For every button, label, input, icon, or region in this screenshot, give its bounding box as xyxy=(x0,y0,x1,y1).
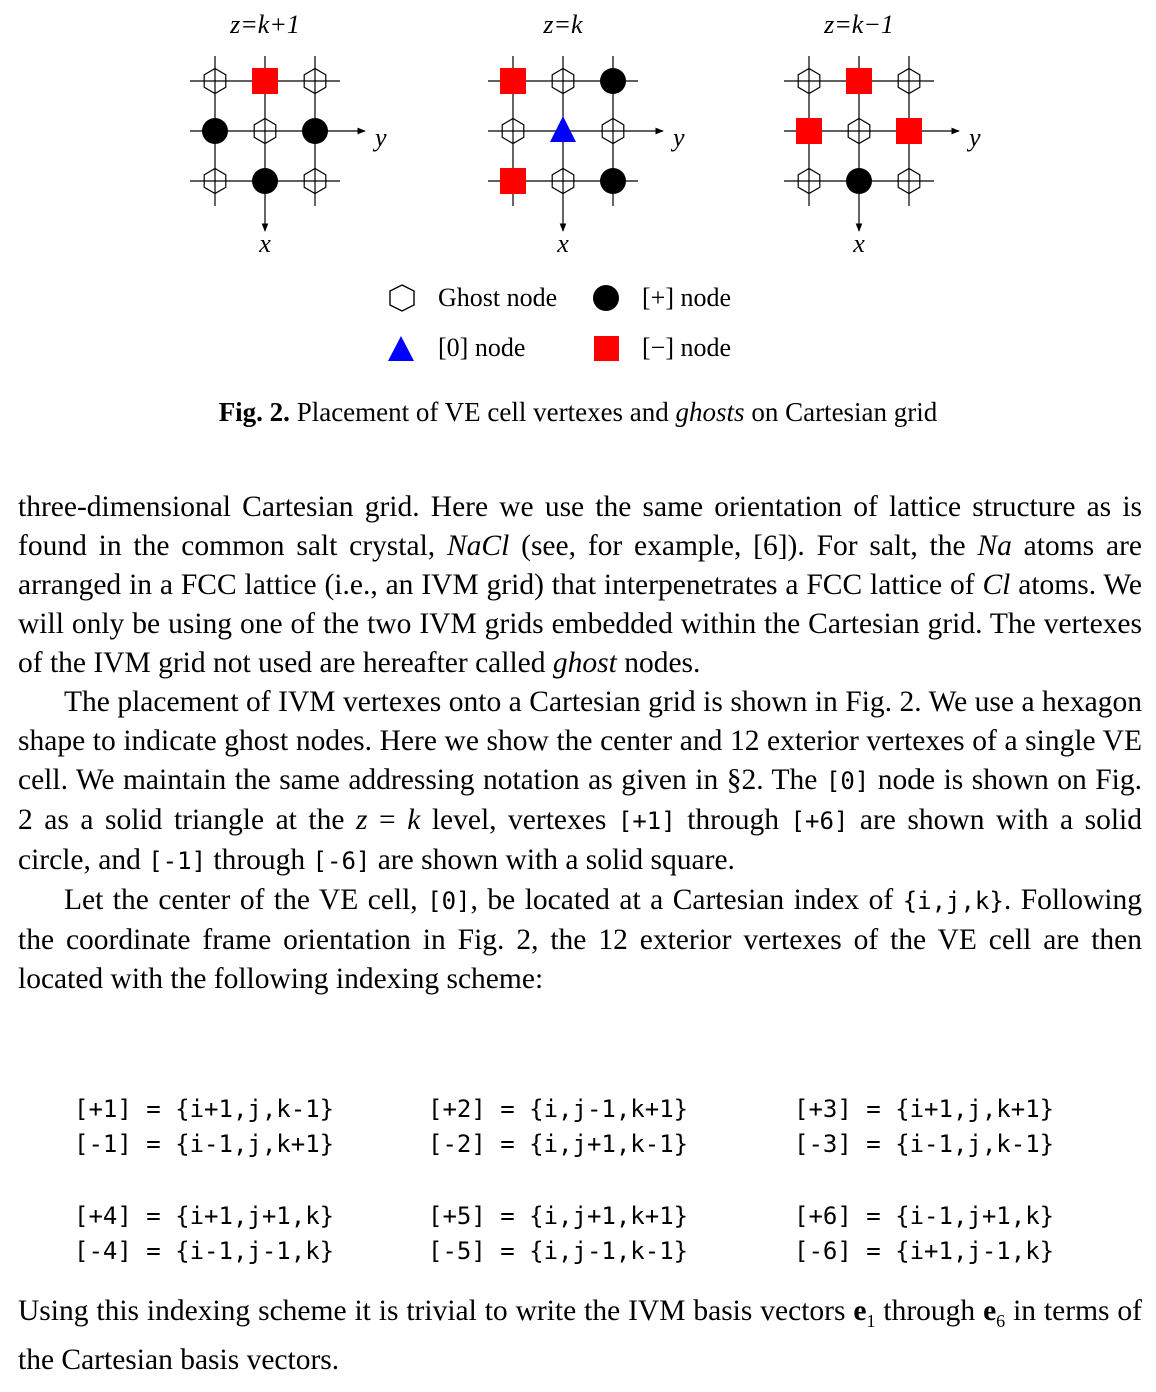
ghost-node xyxy=(898,169,920,194)
p4-subscript: 1 xyxy=(866,1310,876,1331)
y-axis-label: y xyxy=(969,123,981,152)
index-entry: [+1] = {i+1,j,k-1} xyxy=(74,1095,335,1123)
ghost-node xyxy=(204,69,226,94)
plus-node xyxy=(302,118,328,144)
p1-text: atoms are arranged in a FCC lattice (i.e., an IVM grid) that interpenetrates a FCC lattice of xyxy=(18,530,1142,601)
ghost-node xyxy=(798,169,820,194)
x-axis-label: x xyxy=(557,229,569,258)
caption-text-after: on Cartesian grid xyxy=(744,397,938,427)
p2-text: are shown with a solid circle, and xyxy=(18,804,1142,876)
p3-code: [0] xyxy=(427,887,471,915)
p2-code: [-6] xyxy=(312,847,371,875)
index-entry: [-6] = {i+1,j-1,k} xyxy=(794,1237,1055,1265)
p4-text: in terms of the Cartesian basis vectors. xyxy=(18,1295,1142,1376)
p1-italic-cl: Cl xyxy=(982,569,1011,601)
figure-caption xyxy=(0,394,1156,430)
p4-text: through xyxy=(875,1295,984,1327)
index-entry: [+5] = {i,j+1,k+1} xyxy=(428,1202,689,1230)
legend-minus-icon xyxy=(594,336,619,361)
p2-code: [+1] xyxy=(617,807,676,835)
index-entry: [-5] = {i,j-1,k-1} xyxy=(428,1237,689,1265)
p2-text: through xyxy=(675,804,791,836)
p1-text: atoms. We will only be using one of the two IVM grids embedded within the Cartesian grid. The vertexes of the IVM grid not used are hereafter called xyxy=(18,569,1142,679)
p4-vector-e6: e xyxy=(983,1295,997,1327)
p4-vector-e1: e xyxy=(853,1295,867,1327)
p2-text: The placement of IVM vertexes onto a Cartesian grid is shown in Fig. 2. We use a hexagon shape to indicate ghost nodes. Here we show the center and 12 exterior vertexes of a single VE cell. We maintain the same addressing notation as given in §2. The xyxy=(18,686,1142,796)
ghost-node xyxy=(304,169,326,194)
ghost-node xyxy=(552,69,574,94)
ghost-node xyxy=(204,169,226,194)
ghost-node xyxy=(898,69,920,94)
p3-code: {i,j,k} xyxy=(902,887,1004,915)
minus-node xyxy=(500,168,526,194)
p1-text: (see, for example, [6]). For salt, the xyxy=(509,530,978,562)
p2-math-k: k xyxy=(407,804,421,836)
p2-math-z: z xyxy=(355,804,368,836)
paragraph-3 xyxy=(18,881,1142,999)
paragraph-2 xyxy=(18,683,1142,881)
p4-text: Using this indexing scheme it is trivial to write the IVM basis vectors xyxy=(18,1295,854,1327)
p3-text: . Following the coordinate frame orientation in Fig. 2, the 12 exterior vertexes of the VE cell are then located with the following indexing scheme: xyxy=(18,884,1143,995)
p1-italic-na: Na xyxy=(977,530,1012,562)
ghost-node xyxy=(254,119,276,144)
p1-text: three-dimensional Cartesian grid. Here we use the same orientation of lattice structure as is found in the common salt crystal, xyxy=(18,491,1142,562)
index-entry: [+3] = {i+1,j,k+1} xyxy=(794,1095,1055,1123)
p2-code: [-1] xyxy=(148,847,207,875)
minus-node xyxy=(846,68,872,94)
index-entry: [+4] = {i+1,j+1,k} xyxy=(74,1202,335,1230)
p1-text: nodes. xyxy=(616,647,701,679)
legend-ghost-icon xyxy=(390,285,414,311)
ghost-node xyxy=(848,119,870,144)
plus-node xyxy=(600,168,626,194)
index-entry: [+6] = {i-1,j+1,k} xyxy=(794,1202,1055,1230)
ghost-node xyxy=(502,119,524,144)
legend-plus-label: [+] node xyxy=(642,283,732,312)
y-axis-label: y xyxy=(673,123,685,152)
plus-node xyxy=(252,168,278,194)
plus-node xyxy=(202,118,228,144)
caption-label: Fig. 2. xyxy=(218,397,290,427)
legend-plus-icon xyxy=(593,285,619,311)
p1-italic-ghost: ghost xyxy=(552,647,617,679)
zero-node xyxy=(550,116,576,142)
p4-subscript: 6 xyxy=(996,1310,1006,1331)
minus-node xyxy=(500,68,526,94)
body-text xyxy=(18,488,1142,999)
legend xyxy=(388,283,731,362)
p2-text: = xyxy=(367,804,408,836)
legend-zero-icon xyxy=(388,336,414,361)
ghost-node xyxy=(304,69,326,94)
lattice-panel xyxy=(190,10,387,258)
ghost-node xyxy=(798,69,820,94)
index-entry: [-3] = {i-1,j,k-1} xyxy=(794,1130,1055,1158)
index-entry: [-1] = {i-1,j,k+1} xyxy=(74,1130,335,1158)
panel-label: z=k xyxy=(543,10,583,39)
p1-italic-nacl: NaCl xyxy=(446,530,510,562)
minus-node xyxy=(896,118,922,144)
paragraph-1 xyxy=(18,488,1142,683)
panel-label: z=k−1 xyxy=(824,10,894,39)
y-axis-label: y xyxy=(375,123,387,152)
legend-minus-label: [−] node xyxy=(642,333,732,362)
caption-italic: ghosts xyxy=(675,397,745,427)
p2-text: are shown with a solid square. xyxy=(370,844,735,876)
index-entry: [-4] = {i-1,j-1,k} xyxy=(74,1237,335,1265)
plus-node xyxy=(600,68,626,94)
p3-text: , be located at a Cartesian index of xyxy=(470,884,903,916)
minus-node xyxy=(796,118,822,144)
p2-text: level, vertexes xyxy=(420,804,618,836)
p2-code: [0] xyxy=(825,767,870,795)
x-axis-label: x xyxy=(853,229,865,258)
panel-label: z=k+1 xyxy=(230,10,300,39)
paragraph-4 xyxy=(18,1292,1142,1380)
x-axis-label: x xyxy=(259,229,271,258)
minus-node xyxy=(252,68,278,94)
p2-text: node is shown on Fig. 2 as a solid triangle at the xyxy=(18,764,1142,836)
legend-zero-label: [0] node xyxy=(438,333,526,362)
p3-text: Let the center of the VE cell, xyxy=(64,884,428,916)
index-entry: [+2] = {i,j-1,k+1} xyxy=(428,1095,689,1123)
lattice-panel xyxy=(488,10,685,258)
p2-text: through xyxy=(206,844,313,876)
index-entry: [-2] = {i,j+1,k-1} xyxy=(428,1130,689,1158)
plus-node xyxy=(846,168,872,194)
p2-code: [+6] xyxy=(790,807,849,835)
caption-text-before: Placement of VE cell vertexes and xyxy=(289,397,676,427)
figure-2 xyxy=(0,0,1156,372)
ghost-node xyxy=(552,169,574,194)
ghost-node xyxy=(602,119,624,144)
legend-ghost-label: Ghost node xyxy=(438,283,558,312)
lattice-panel xyxy=(784,10,981,258)
